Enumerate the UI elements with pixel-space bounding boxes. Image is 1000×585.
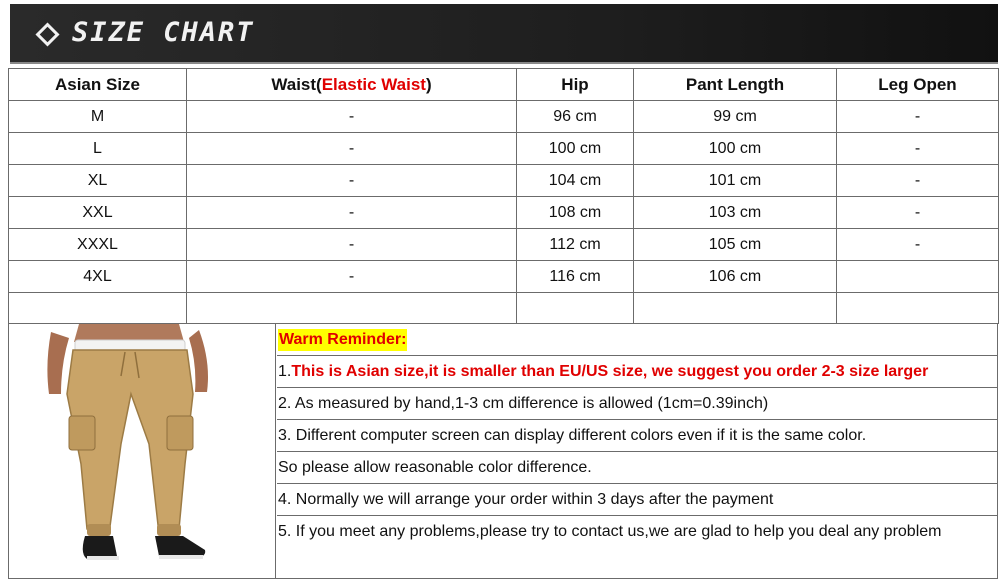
cell-empty: [634, 293, 837, 324]
cell-size: XXXL: [9, 229, 187, 261]
cell-empty: [187, 293, 517, 324]
cell-length: 101 cm: [634, 165, 837, 197]
cell-empty: [9, 293, 187, 324]
list-item: 3. Different computer screen can display different colors even if it is the same color.: [277, 420, 997, 452]
cell-hip: 116 cm: [517, 261, 634, 293]
cell-hip: 108 cm: [517, 197, 634, 229]
cell-empty: [517, 293, 634, 324]
cell-length: 103 cm: [634, 197, 837, 229]
cell-leg-open: -: [837, 165, 999, 197]
size-table: [8, 68, 999, 324]
header-hip: Hip: [517, 69, 634, 101]
cell-size: XXL: [9, 197, 187, 229]
cell-leg-open: -: [837, 133, 999, 165]
cell-hip: 104 cm: [517, 165, 634, 197]
item-number: 1.: [278, 362, 292, 380]
header-leg-open: Leg Open: [837, 69, 999, 101]
cell-waist: -: [187, 133, 517, 165]
list-item: [277, 356, 997, 388]
header-waist-elastic: Elastic Waist: [321, 74, 426, 94]
header-waist: [187, 69, 517, 101]
table-row: [9, 197, 999, 229]
cell-waist: -: [187, 229, 517, 261]
cell-leg-open: -: [837, 197, 999, 229]
cell-leg-open: -: [837, 101, 999, 133]
size-chart-banner: [10, 4, 998, 64]
table-row-empty: [9, 293, 999, 324]
cell-size: L: [9, 133, 187, 165]
asian-size-warning: This is Asian size,it is smaller than EU/US size, we suggest you order 2-3 size larger: [291, 362, 929, 380]
cell-waist: -: [187, 197, 517, 229]
table-row: [9, 261, 999, 293]
cell-hip: 96 cm: [517, 101, 634, 133]
cell-hip: 112 cm: [517, 229, 634, 261]
cell-size: 4XL: [9, 261, 187, 293]
table-row: [9, 165, 999, 197]
header-pant-length: Pant Length: [634, 69, 837, 101]
diamond-outline-icon: [35, 22, 59, 46]
reminder-list: [277, 324, 997, 548]
cell-leg-open: [837, 261, 999, 293]
header-waist-suffix: ): [425, 74, 432, 94]
table-row: [9, 229, 999, 261]
header-waist-prefix: Waist(: [271, 74, 322, 94]
cell-size: XL: [9, 165, 187, 197]
cell-length: 99 cm: [634, 101, 837, 133]
list-item: So please allow reasonable color difference.: [277, 452, 997, 484]
reminder-title: Warm Reminder:: [278, 329, 407, 351]
list-item: [277, 324, 997, 356]
cell-length: 106 cm: [634, 261, 837, 293]
cell-leg-open: -: [837, 229, 999, 261]
cell-waist: -: [187, 261, 517, 293]
reminder-panel: [8, 323, 998, 579]
cell-waist: -: [187, 165, 517, 197]
table-row: [9, 101, 999, 133]
banner-title: SIZE CHART: [72, 17, 255, 48]
cell-size: M: [9, 101, 187, 133]
list-item: 4. Normally we will arrange your order within 3 days after the payment: [277, 484, 997, 516]
list-item: 2. As measured by hand,1-3 cm difference is allowed (1cm=0.39inch): [277, 388, 997, 420]
table-header-row: [9, 69, 999, 101]
cell-waist: -: [187, 101, 517, 133]
cell-length: 105 cm: [634, 229, 837, 261]
khaki-cargo-pants-illustration: [9, 324, 276, 578]
list-item: 5. If you meet any problems,please try to contact us,we are glad to help you deal any problem: [278, 523, 942, 540]
cell-length: 100 cm: [634, 133, 837, 165]
header-asian-size: Asian Size: [9, 69, 187, 101]
product-image: [9, 324, 276, 578]
cell-hip: 100 cm: [517, 133, 634, 165]
cell-empty: [837, 293, 999, 324]
table-row: [9, 133, 999, 165]
